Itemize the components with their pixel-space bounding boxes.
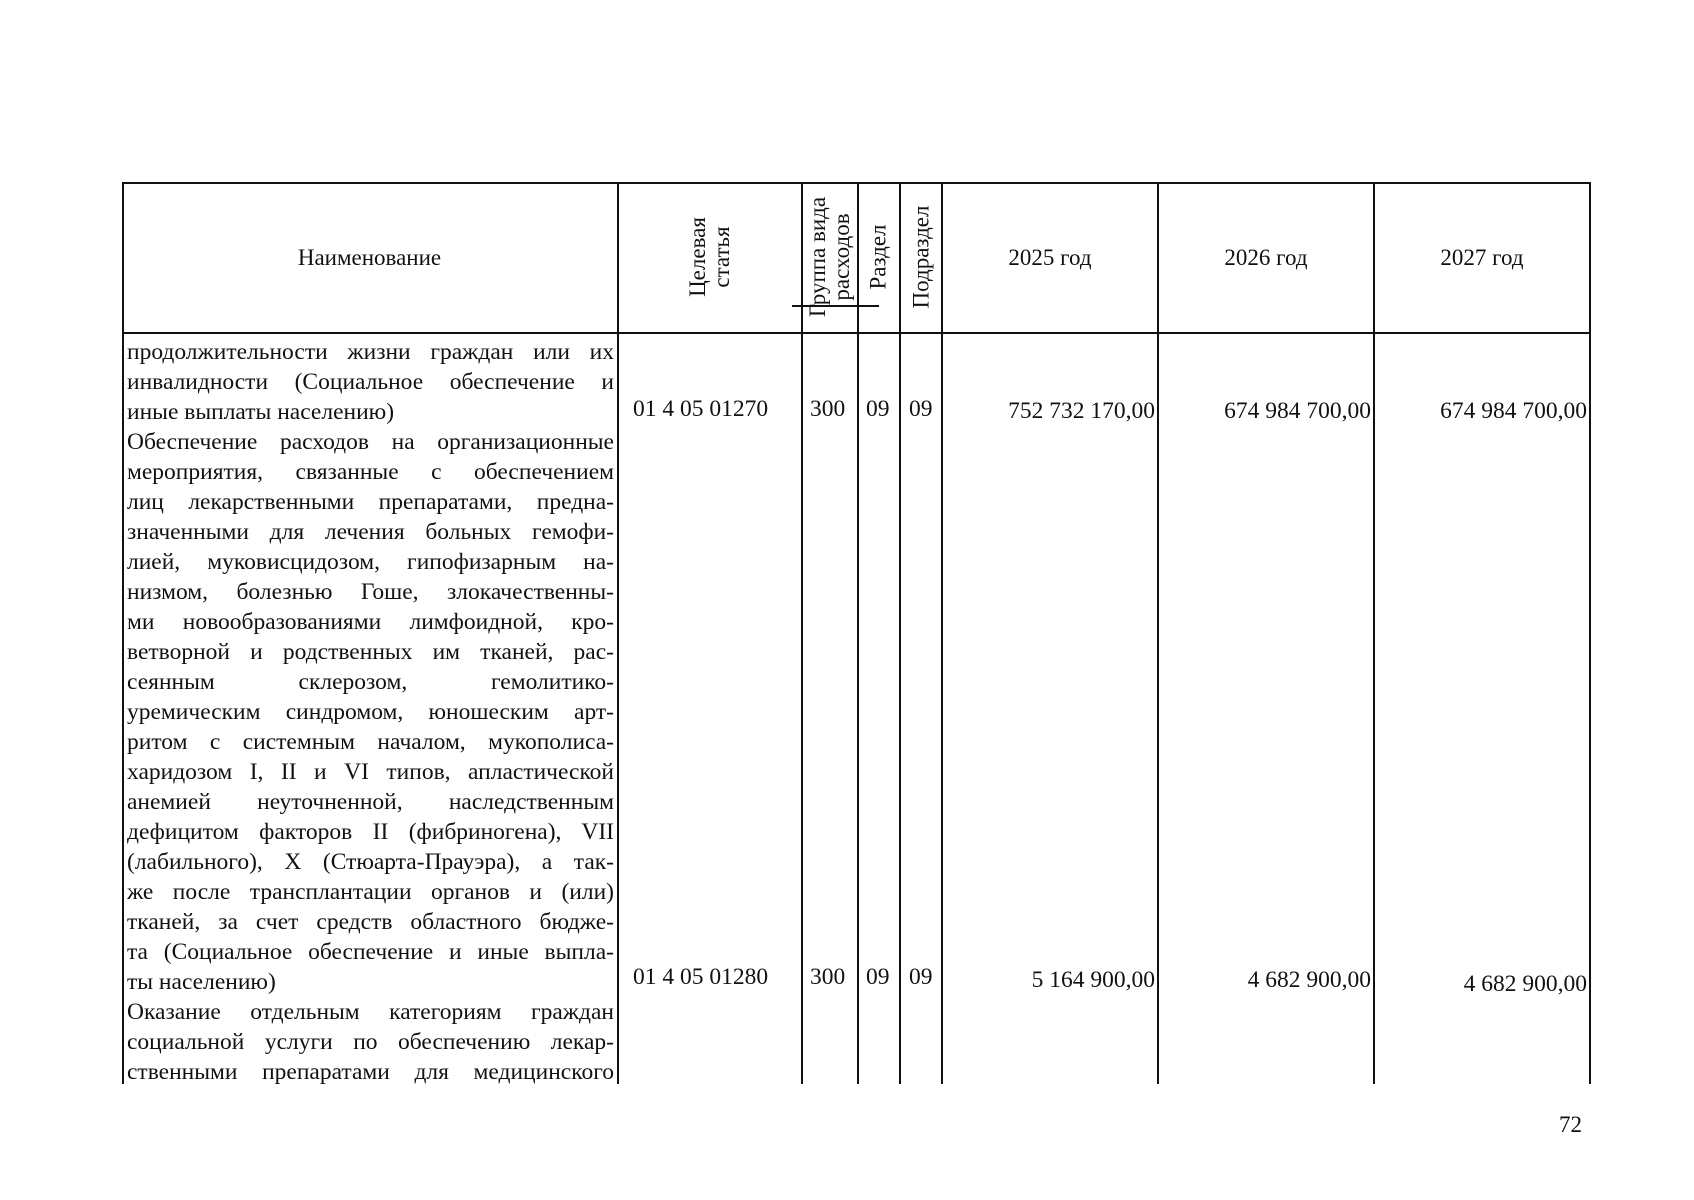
body-line: дефицитом факторов II (фибриногена), VII (127, 819, 614, 845)
header-subsection-text: Подраздел (908, 205, 934, 309)
row-1-section: 09 (866, 396, 890, 422)
body-line: ственными препаратами для медицинского (127, 1059, 614, 1085)
header-expense-group-line-1: Группа вида (805, 196, 831, 318)
row-2-year-2025: 5 164 900,00 (1031, 967, 1155, 993)
header-section (859, 182, 899, 332)
body-line: ты населению) (127, 969, 276, 995)
table-right-border (1589, 182, 1591, 1084)
body-line: значенными для лечения больных гемофи- (127, 519, 614, 545)
body-line: лиц лекарственными препаратами, предна- (127, 489, 614, 515)
body-line: лией, муковисцидозом, гипофизарным на- (127, 549, 614, 575)
header-expense-group-text (806, 197, 854, 317)
header-target-article-line-2: статья (708, 226, 734, 288)
row-2-section: 09 (866, 964, 890, 990)
header-expense-group (803, 182, 857, 332)
body-line: уремическим синдромом, юношеским арт- (127, 699, 614, 725)
body-line: (лабильного), X (Стюарта-Прауэра), а так- (127, 849, 614, 875)
body-line: ритом с системным началом, мукополиса- (127, 729, 614, 755)
body-line: ветворной и родственных им тканей, рас- (127, 639, 614, 665)
header-year-2025 (943, 182, 1157, 332)
budget-table (122, 182, 1591, 1084)
row-1-year-2026: 674 984 700,00 (1224, 398, 1371, 424)
body-line: харидозом I, II и VI типов, апластической (127, 759, 614, 785)
body-line: Обеспечение расходов на организационные (127, 429, 614, 455)
row-2-year-2026: 4 682 900,00 (1247, 967, 1371, 993)
body-line: мероприятия, связанные с обеспечением (127, 459, 614, 485)
header-year-2026 (1159, 182, 1373, 332)
body-line: та (Социальное обеспечение и иные выпла- (127, 939, 614, 965)
row-2-subsection: 09 (909, 964, 933, 990)
row-1-year-2027: 674 984 700,00 (1440, 398, 1587, 424)
row-2-year-2027: 4 682 900,00 (1463, 971, 1587, 997)
body-line: ми новообразованиями лимфоидной, кро- (127, 609, 614, 635)
header-year-2027-text: 2027 год (1440, 244, 1524, 270)
row-1-target-article: 01 4 05 01270 (633, 396, 769, 422)
header-target-article-text (686, 217, 734, 297)
body-line: сеянным склерозом, гемолитико- (127, 669, 614, 695)
header-year-2026-text: 2026 год (1224, 244, 1308, 270)
body-line: инвалидности (Социальное обеспечение и (127, 369, 614, 395)
row-1-year-2025: 752 732 170,00 (1008, 398, 1155, 424)
body-line: социальной услуги по обеспечению лекар- (127, 1029, 614, 1055)
header-subsection (901, 182, 941, 332)
header-target-article (619, 182, 801, 332)
header-name (122, 182, 617, 332)
name-column-text (127, 337, 614, 1087)
row-1-subsection: 09 (909, 396, 933, 422)
body-line: тканей, за счет средств областного бюдже- (127, 909, 614, 935)
body-line: анемией неуточненной, наследственным (127, 789, 614, 815)
body-line: низмом, болезнью Гоше, злокачественны- (127, 579, 614, 605)
body-line: иные выплаты населению) (127, 399, 395, 425)
page-number: 72 (1559, 1112, 1582, 1137)
header-name-text: Наименование (297, 244, 442, 270)
header-expense-group-line-2: расходов (829, 213, 855, 301)
row-1-expense-group: 300 (810, 396, 846, 422)
header-target-article-line-1: Целевая (684, 217, 710, 297)
row-2-expense-group: 300 (810, 964, 846, 990)
body-line: Оказание отдельным категориям граждан (127, 999, 614, 1025)
row-2-target-article: 01 4 05 01280 (633, 964, 769, 990)
body-line: же после трансплантации органов и (или) (127, 879, 614, 905)
header-section-text: Раздел (866, 224, 891, 290)
body-line: продолжительности жизни граждан или их (127, 339, 614, 365)
header-year-2025-text: 2025 год (1008, 244, 1092, 270)
header-year-2027 (1375, 182, 1589, 332)
